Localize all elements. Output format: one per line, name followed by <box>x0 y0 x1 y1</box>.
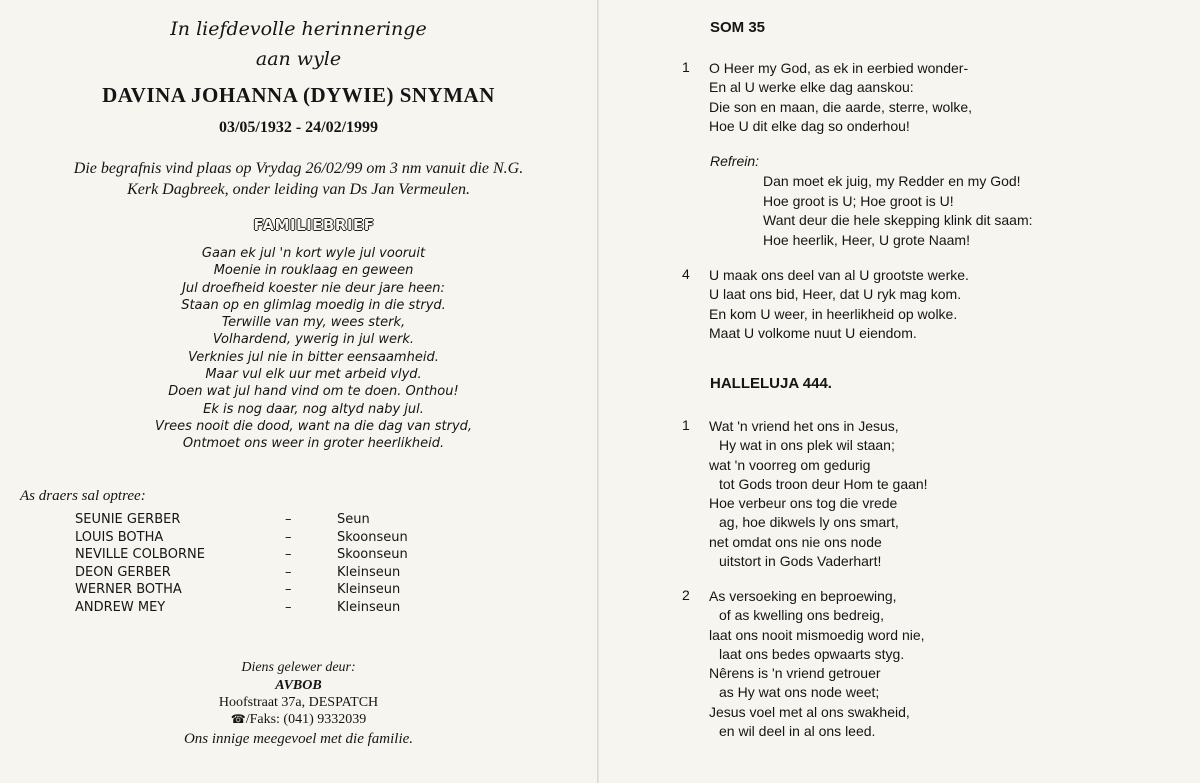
verse-line: laat ons nooit mismoedig word nie, <box>709 626 925 643</box>
poem-line: Moenie in rouklaag en geween <box>213 263 414 279</box>
right-page <box>599 0 1200 783</box>
refrain-line: Hoe heerlik, Heer, U grote Naam! <box>763 231 970 248</box>
verse-line: ag, hoe dikwels ly ons smart, <box>719 514 899 531</box>
bearer-relation: Kleinseun <box>337 599 401 615</box>
bearer-row <box>75 581 495 599</box>
refrain-line: Hoe groot is U; Hoe groot is U! <box>763 192 954 209</box>
verse-line: En kom U weer, in heerlikheid op wolke. <box>709 305 958 322</box>
service-label: Diens gelewer deur: <box>241 660 356 675</box>
bearer-dash: – <box>285 582 292 598</box>
refrain-text <box>763 172 1033 250</box>
bearer-name: SEUNIE GERBER <box>75 512 181 527</box>
bearer-row <box>75 511 495 529</box>
service-address: Hoofstraat 37a, DESPATCH <box>218 695 379 710</box>
funeral-line: Die begrafnis vind plaas op Vrydag 26/02/99 om 3 nm vanuit die N.G. <box>73 160 524 177</box>
bearers-label: As draers sal optree: <box>20 488 146 504</box>
bearer-name: DEON GERBER <box>75 564 171 580</box>
bearer-name: LOUIS BOTHA <box>75 529 164 545</box>
hymn-title: HALLELUJA 444. <box>710 375 832 392</box>
memorial-subheading: aan wyle <box>255 48 342 70</box>
verse-line: O Heer my God, as ek in eerbied wonder- <box>709 60 969 76</box>
poem-line: Gaan ek jul 'n kort wyle jul vooruit <box>201 246 426 261</box>
bearer-relation: Skoonseun <box>337 547 408 563</box>
verse-line: Nêrens is 'n vriend getrouer <box>709 665 881 682</box>
life-dates: 03/05/1932 - 24/02/1999 <box>218 119 379 136</box>
bearer-relation: Kleinseun <box>337 582 401 598</box>
bearer-name: WERNER BOTHA <box>75 582 182 598</box>
refrain-line: Dan moet ek juig, my Redder en my God! <box>763 173 1021 189</box>
poem-line: Verknies jul nie in bitter eensaamheid. <box>188 349 439 365</box>
poem-line: Jul droefheid koester nie deur jare heen: <box>182 280 445 296</box>
verse-number: 2 <box>682 587 690 603</box>
bearer-relation: Skoonseun <box>337 529 408 545</box>
verse-number: 1 <box>682 417 690 433</box>
family-letter-title: FAMILIEBRIEF <box>253 216 375 234</box>
bearer-row <box>75 564 495 582</box>
verse-line: tot Gods troon deur Hom te gaan! <box>719 475 928 492</box>
verse-line: U laat ons bid, Heer, dat U ryk mag kom. <box>709 286 962 303</box>
verse-line: Die son en maan, die aarde, sterre, wolke, <box>709 98 973 115</box>
poem-line: Vrees nooit die dood, want na die dag van stryd, <box>154 418 473 434</box>
bearer-dash: – <box>285 564 292 580</box>
funeral-line: Kerk Dagbreek, onder leiding van Ds Jan Vermeulen. <box>127 181 470 198</box>
verse-line: laat ons bedes opwaarts styg. <box>719 645 905 662</box>
poem-line: Ek is nog daar, nog altyd naby jul. <box>203 401 424 417</box>
family-letter-poem <box>40 245 587 453</box>
psalm-title: SOM 35 <box>710 19 766 36</box>
memorial-heading: In liefdevolle herinneringe <box>170 18 427 40</box>
verse-line: U maak ons deel van al U grootste werke. <box>709 267 969 283</box>
funeral-details <box>0 158 597 200</box>
poem-line: Staan op en glimlag moedig in die stryd. <box>181 297 446 313</box>
poem-line: Doen wat jul hand vind om te doen. Onthou! <box>168 384 459 400</box>
verse-line: As versoeking en beproewing, <box>709 588 897 604</box>
deceased-name: DAVINA JOHANNA (DYWIE) SNYMAN <box>102 83 495 107</box>
bearer-relation: Kleinseun <box>337 564 401 580</box>
poem-line: Ontmoet ons weer in groter heerlikheid. <box>182 436 445 452</box>
bearer-row <box>75 599 495 617</box>
verse-line: uitstort in Gods Vaderhart! <box>719 553 882 570</box>
telephone-icon: ☎ <box>230 712 246 726</box>
bearer-name: NEVILLE COLBORNE <box>75 547 205 563</box>
refrain-line: Want deur die hele skepping klink dit saam: <box>763 212 1033 228</box>
left-page <box>0 0 597 783</box>
poem-line: Terwille van my, wees sterk, <box>221 315 406 331</box>
service-company: AVBOB <box>275 678 322 693</box>
bearer-name: ANDREW MEY <box>75 599 166 615</box>
verse-line: Jesus voel met al ons swakheid, <box>709 703 910 720</box>
bearer-row <box>75 529 495 547</box>
poem-line: Maar vul elk uur met arbeid vlyd. <box>205 367 422 383</box>
bearer-row <box>75 546 495 564</box>
verse-number: 4 <box>682 266 690 282</box>
bearer-dash: – <box>285 512 292 527</box>
bearer-dash: – <box>285 599 292 615</box>
verse-line: wat 'n voorreg om gedurig <box>709 456 871 473</box>
verse-line: Maat U volkome nuut U eiendom. <box>709 324 917 341</box>
service-phone-line <box>0 712 597 728</box>
verse-line: En al U werke elke dag aanskou: <box>709 79 914 96</box>
verse-line: en wil deel in al ons leed. <box>719 723 876 740</box>
verse-line: of as kwelling ons bedreig, <box>719 607 884 624</box>
verse-line: net omdat ons nie ons node <box>709 533 882 550</box>
service-phone: /Faks: (041) 9332039 <box>245 712 367 727</box>
verse-line: Wat 'n vriend het ons in Jesus, <box>709 418 899 434</box>
verse-line: as Hy wat ons node weet; <box>719 684 880 701</box>
bearer-dash: – <box>285 547 292 563</box>
verse-line: Hoe U dit elke dag so onderhou! <box>709 117 910 134</box>
sympathy-message: Ons innige meegevoel met die familie. <box>183 731 414 747</box>
verse-line: Hy wat in ons plek wil staan; <box>719 437 895 454</box>
poem-line: Volhardend, ywerig in jul werk. <box>212 332 415 348</box>
verse-number: 1 <box>682 59 690 75</box>
bearer-dash: – <box>285 529 292 545</box>
bearers-list <box>75 511 495 617</box>
refrain-label: Refrein: <box>710 153 760 169</box>
verse-line: Hoe verbeur ons tog die vrede <box>709 495 898 512</box>
bearer-relation: Seun <box>337 512 370 527</box>
